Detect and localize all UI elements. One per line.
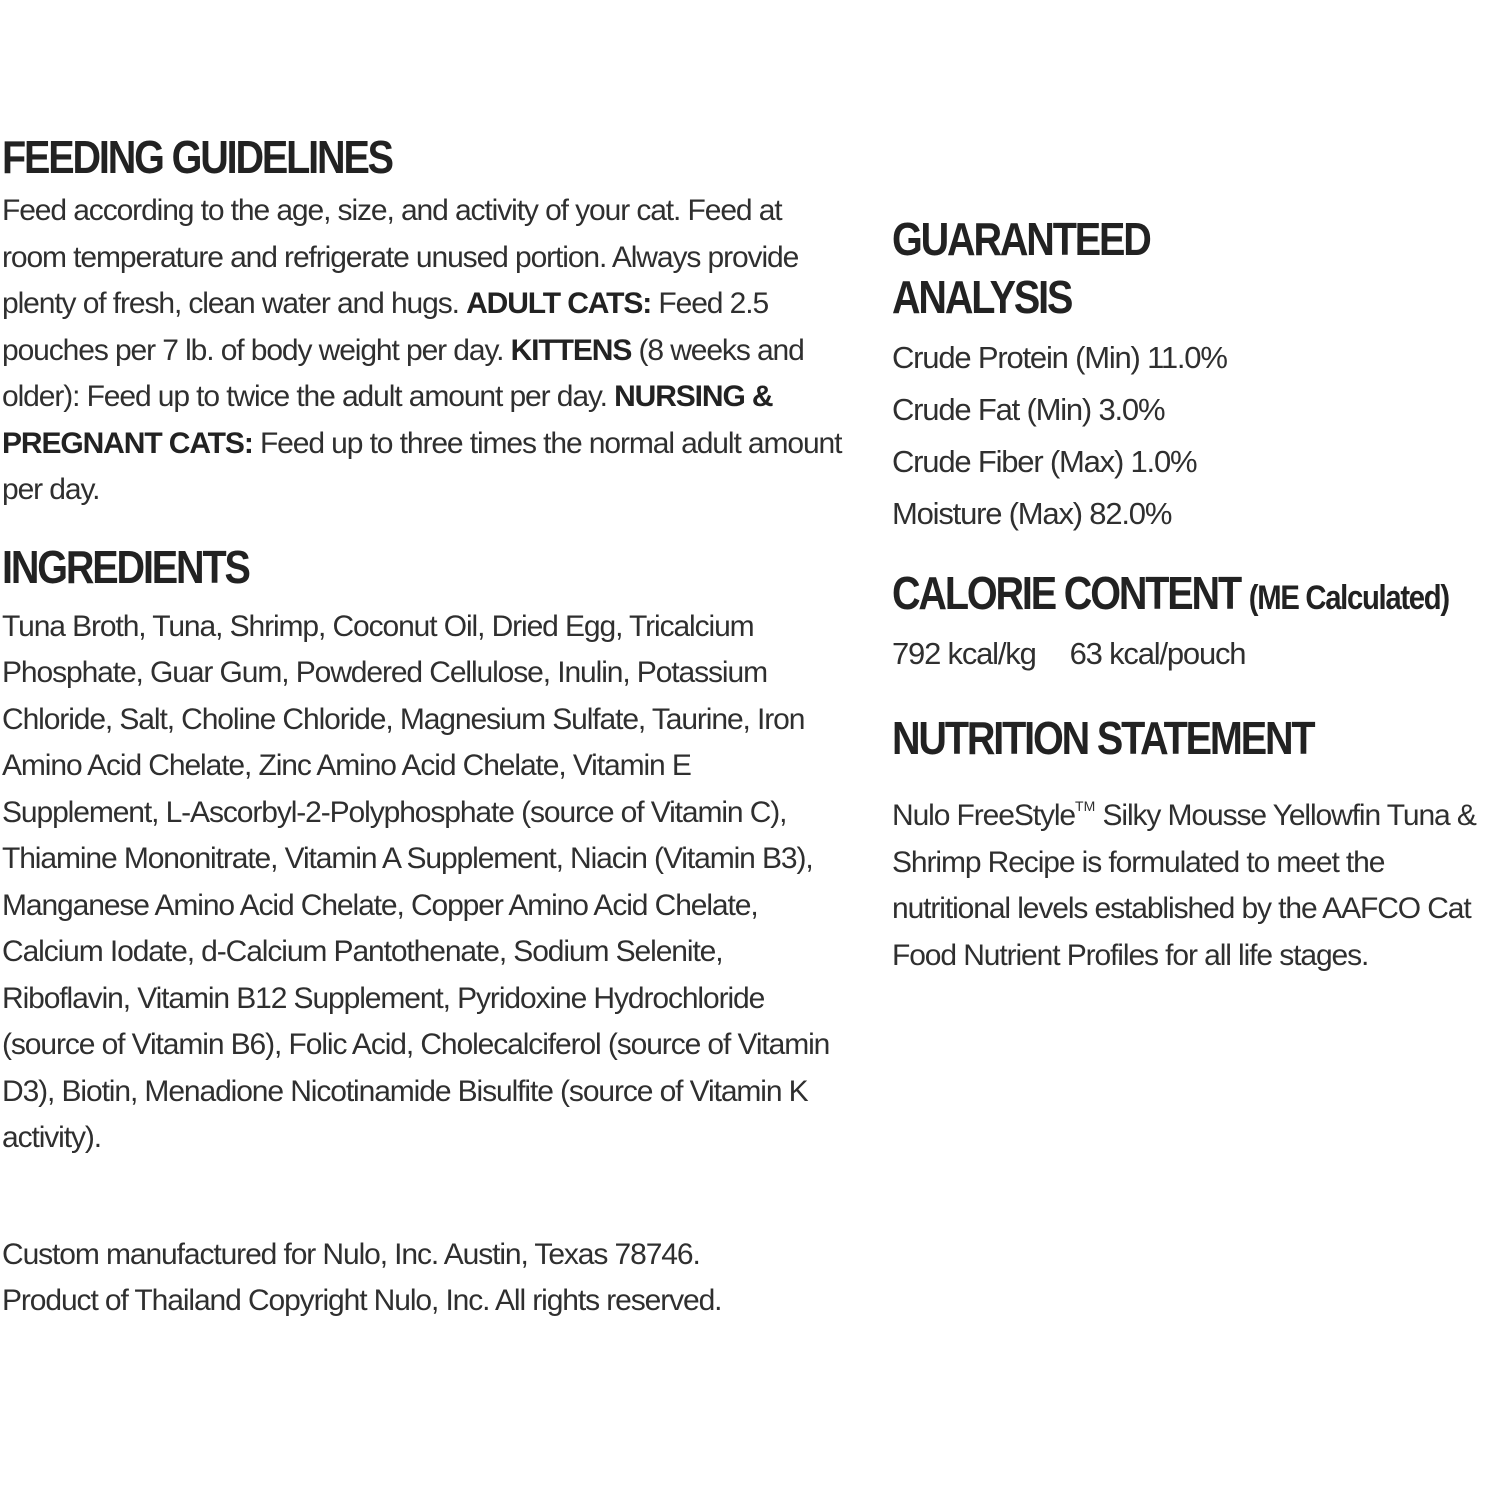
analysis-item-moisture: Moisture (Max) 82.0% (892, 496, 1172, 531)
analysis-item-fat: Crude Fat (Min) 3.0% (892, 392, 1165, 427)
ingredients-text: Tuna Broth, Tuna, Shrimp, Coconut Oil, Dried Egg, Tricalcium Phosphate, Guar Gum, Powdered Cellulose, Inulin, Potassium Chloride, Salt, Choline Chloride, Magnesium Sulfate, Taurine, Iron Amino Acid Chelate, Zinc Amino Acid Chelate, Vitamin E Supplement, L-Ascorbyl-2-Polyphosphate (source of Vitamin C), Thiamine Mononitrate, Vitamin A Supplement, Niacin (Vitamin B3), Manganese Amino Acid Chelate, Copper Amino Acid Chelate, Calcium Iodate, d-Calcium Pantothenate, Sodium Selenite, Riboflavin, Vitamin B12 Supplement, Pyridoxine Hydrochloride (source of Vitamin B6), Folic Acid, Cholecalciferol (source of Vitamin D3), Biotin, Menadione Nicotinamide Bisulfite (source of Vitamin K activity). (2, 609, 830, 1154)
nursing-pregnant-label: NURSING & PREGNANT CATS: (2, 380, 773, 460)
calories-per-pouch: 63 kcal/pouch (1069, 636, 1246, 671)
nutrition-statement-text (892, 783, 1497, 979)
analysis-item-fiber: Crude Fiber (Max) 1.0% (892, 444, 1197, 479)
nutrition-statement-product: Nulo FreeStyle (892, 799, 1076, 832)
calorie-values (892, 631, 1497, 677)
guaranteed-analysis-heading-line1: GUARANTEED (892, 213, 1150, 265)
adult-cats-label: ADULT CATS: (466, 287, 652, 320)
calorie-content-subtitle: (ME Calculated) (1248, 579, 1449, 617)
guaranteed-analysis-heading-line2: ANALYSIS (892, 271, 1072, 323)
calorie-content-heading (892, 566, 1449, 625)
trademark-symbol: TM (1075, 798, 1096, 814)
manufacturer-line: Custom manufactured for Nulo, Inc. Austin, Texas 78746. (2, 1237, 700, 1271)
nutrition-statement-heading: NUTRITION STATEMENT (892, 712, 1314, 764)
calorie-content-title: CALORIE CONTENT (892, 567, 1240, 619)
nursing-pregnant-text: Feed up to three times the normal adult amount per day. (2, 426, 842, 506)
kittens-text: (8 weeks and older): Feed up to twice the adult amount per day. (2, 333, 804, 413)
right-column (892, 210, 1497, 979)
guaranteed-analysis-heading (892, 210, 1150, 326)
guaranteed-analysis-list (892, 332, 1497, 540)
ingredients-heading: INGREDIENTS (2, 540, 249, 593)
manufacturer-footer (2, 1232, 842, 1325)
adult-cats-text: Feed 2.5 pouches per 7 lb. of body weight per day. (2, 287, 769, 367)
feeding-intro: Feed according to the age, size, and activity of your cat. Feed at room temperature and refrigerate unused portion. Always provide plenty of fresh, clean water and hugs. (2, 194, 799, 320)
nutrition-statement-body: Silky Mousse Yellowfin Tuna & Shrimp Recipe is formulated to meet the nutritional levels established by the AAFCO Cat Food Nutrient Profiles for all life stages. (892, 799, 1476, 972)
analysis-item-protein: Crude Protein (Min) 11.0% (892, 340, 1227, 375)
kittens-label: KITTENS (510, 333, 632, 367)
left-column (2, 130, 842, 1325)
feeding-guidelines-text (2, 188, 842, 514)
calories-per-kg: 792 kcal/kg (892, 636, 1036, 671)
copyright-line: Product of Thailand Copyright Nulo, Inc. All rights reserved. (2, 1284, 722, 1317)
feeding-guidelines-heading: FEEDING GUIDELINES (2, 131, 392, 183)
